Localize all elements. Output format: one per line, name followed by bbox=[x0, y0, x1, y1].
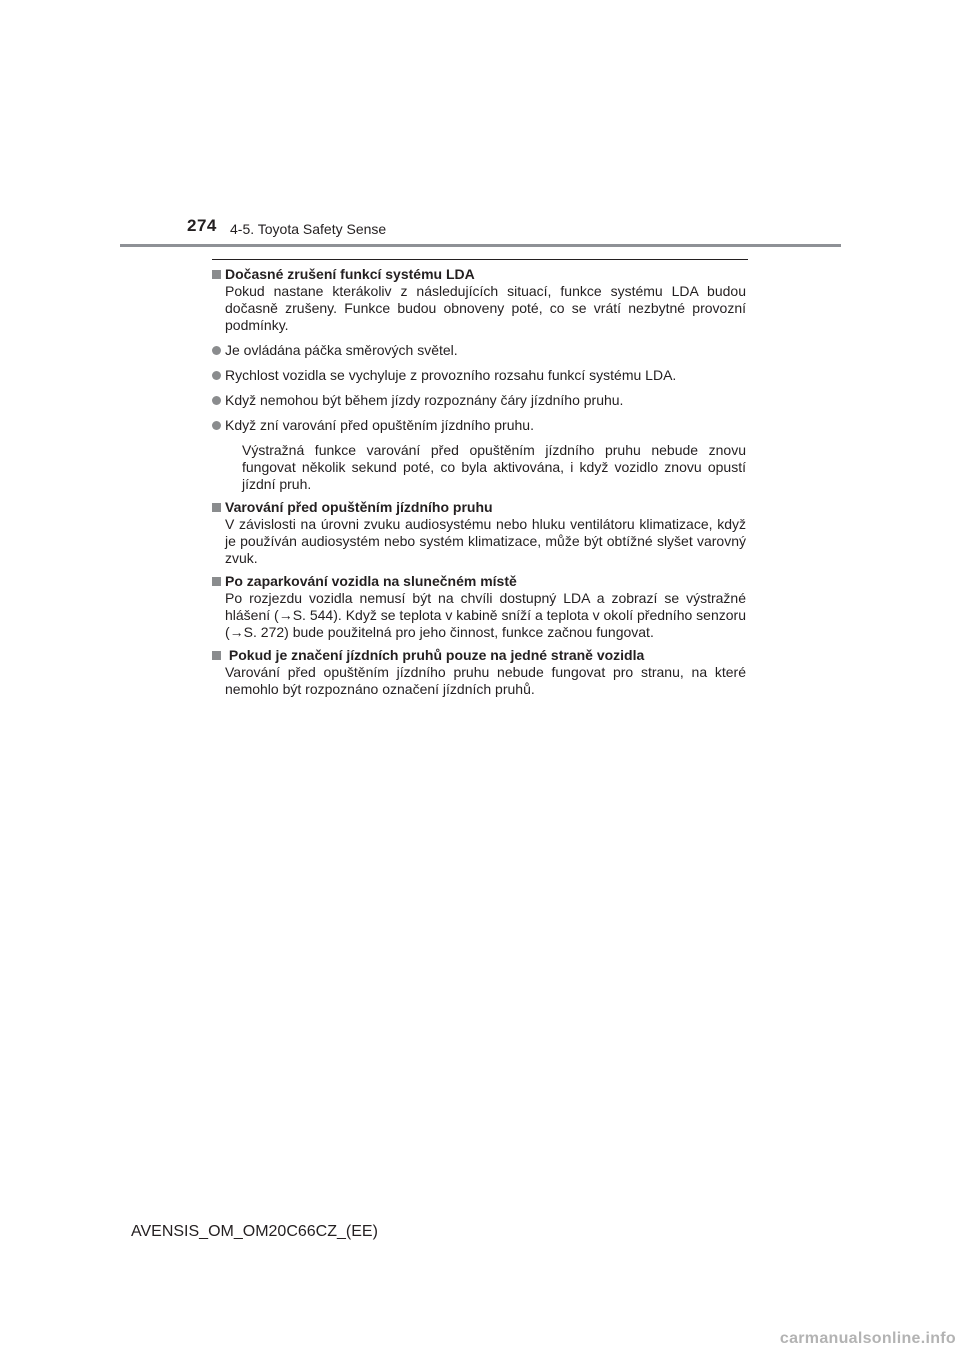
list-item: Je ovládána páčka směrových světel. bbox=[212, 342, 746, 359]
list-item: Když zní varování před opuštěním jízdního pruhu. bbox=[212, 417, 746, 434]
square-bullet-icon bbox=[212, 577, 221, 586]
page-content bbox=[212, 266, 746, 698]
square-bullet-icon bbox=[212, 503, 221, 512]
section-paragraph: Pokud nastane kterákoliv z následujících situací, funkce systému LDA budou dočasně zrušeny. Funkce budou obnoveny poté, co se vrátí nezbytné provozní podmínky. bbox=[225, 283, 746, 333]
circle-bullet-icon bbox=[212, 346, 221, 355]
section-heading: Dočasné zrušení funkcí systému LDA bbox=[212, 266, 746, 283]
circle-bullet-icon bbox=[212, 371, 221, 380]
section-one-side-marking bbox=[212, 647, 746, 698]
list-item: Rychlost vozidla se vychyluje z provozního rozsahu funkcí systému LDA. bbox=[212, 367, 746, 384]
header-rule bbox=[120, 244, 841, 247]
list-item: Když nemohou být během jízdy rozpoznány čáry jízdního pruhu. bbox=[212, 392, 746, 409]
section-heading: Po zaparkování vozidla na slunečném místě bbox=[212, 573, 746, 590]
section-heading: Pokud je značení jízdních pruhů pouze na jedné straně vozidla bbox=[212, 647, 746, 664]
section-lda-cancel bbox=[212, 266, 746, 493]
content-top-rule bbox=[212, 259, 748, 260]
square-bullet-icon bbox=[212, 270, 221, 279]
section-paragraph: Varování před opuštěním jízdního pruhu nebude fungovat pro stranu, na které nemohlo být rozpoznáno označení jízdních pruhů. bbox=[225, 664, 746, 697]
section-paragraph: Po rozjezdu vozidla nemusí být na chvíli dostupný LDA a zobrazí se výstražné hlášení (→S. 544). Když se teplota v kabině sníží a teplota v okolí předního senzoru (→S. 272) bude použitelná pro jeho činnost, funkce začnou fungovat. bbox=[225, 590, 746, 640]
section-heading: Varování před opuštěním jízdního pruhu bbox=[212, 499, 746, 516]
square-bullet-icon bbox=[212, 651, 221, 660]
sub-paragraph: Výstražná funkce varování před opuštěním jízdního pruhu nebude znovu fungovat několik sekund poté, co byla aktivována, i když vozidlo znovu opustí jízdní pruh. bbox=[242, 442, 746, 492]
section-paragraph: V závislosti na úrovni zvuku audiosystému nebo hluku ventilátoru klimatizace, když je používán audiosystém nebo systém klimatizace, může být obtížné slyšet varovný zvuk. bbox=[225, 516, 746, 566]
circle-bullet-icon bbox=[212, 396, 221, 405]
circle-bullet-icon bbox=[212, 421, 221, 430]
footer-document-code: AVENSIS_OM_OM20C66CZ_(EE) bbox=[131, 1223, 378, 1240]
section-sunny-parking bbox=[212, 573, 746, 641]
section-title: 4-5. Toyota Safety Sense bbox=[230, 221, 387, 237]
section-lane-departure-warning bbox=[212, 499, 746, 567]
page-number: 274 bbox=[187, 216, 217, 235]
watermark: carmanualsonline.info bbox=[779, 1330, 956, 1347]
